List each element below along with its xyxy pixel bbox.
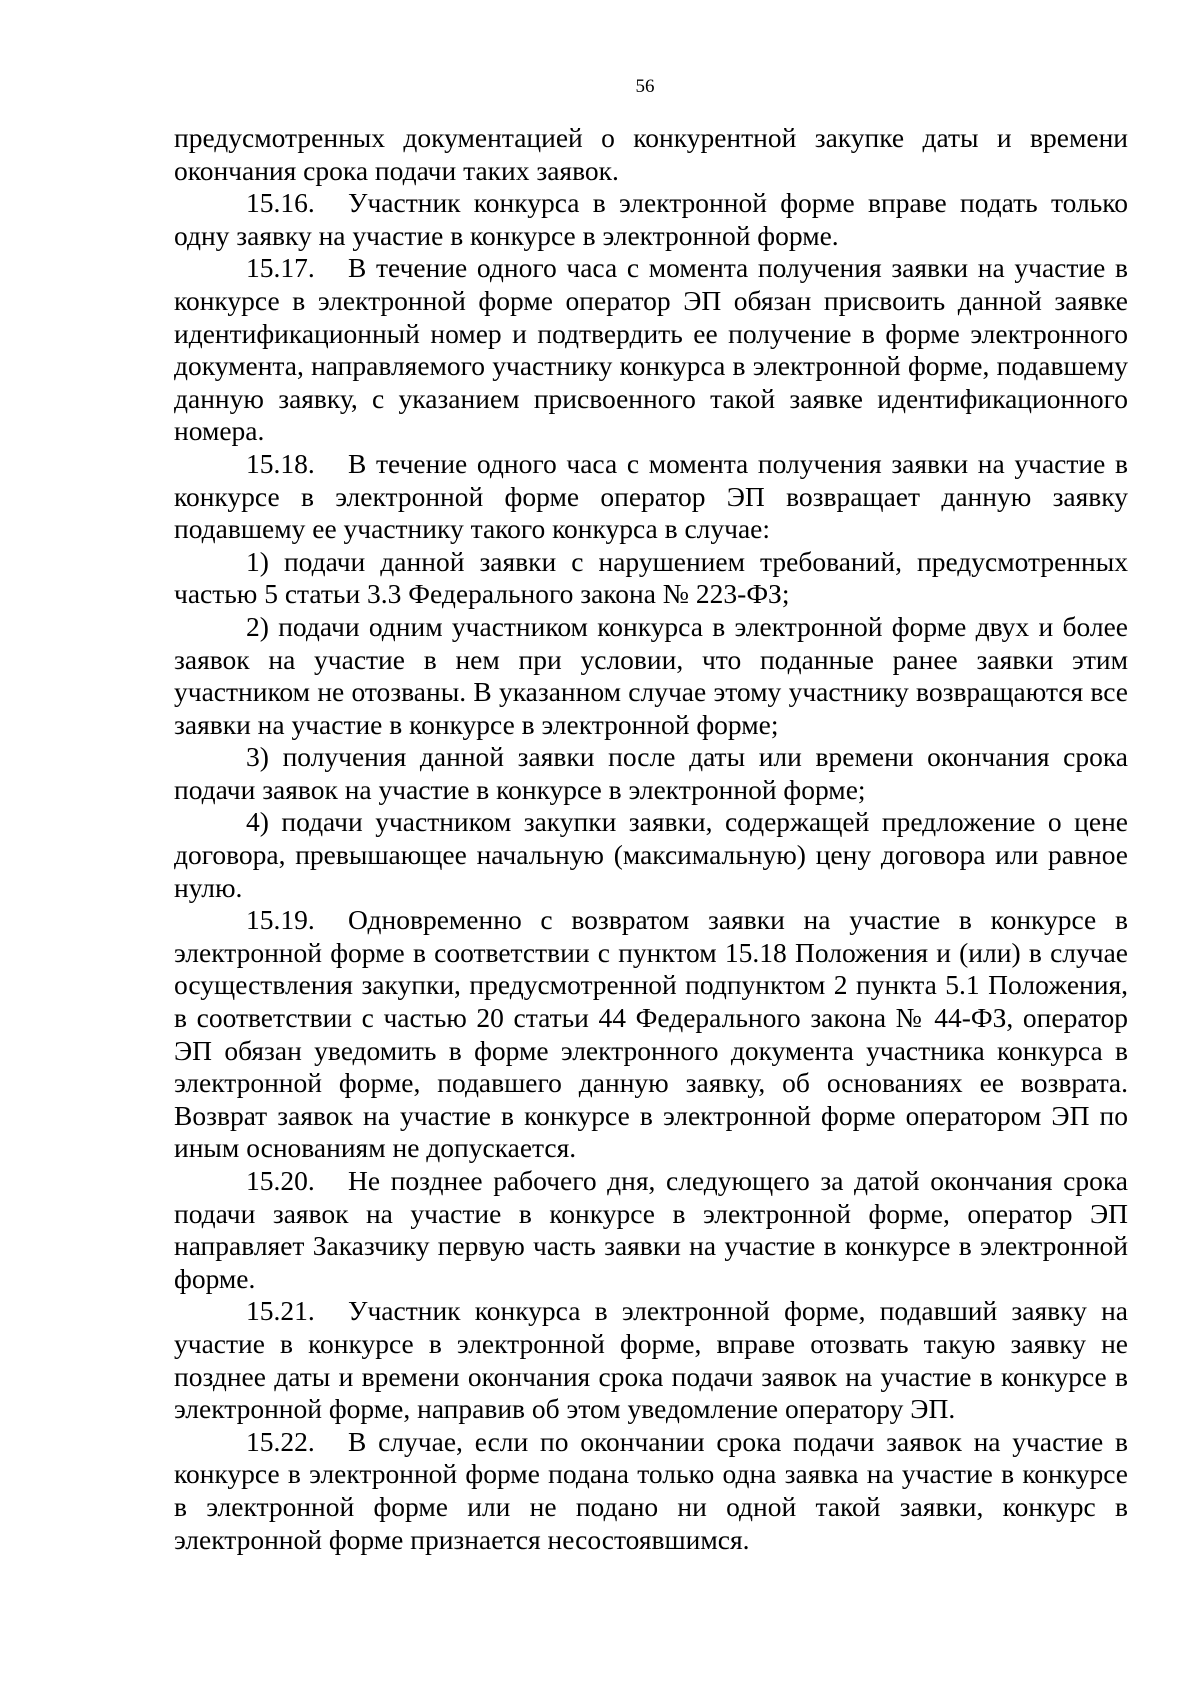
clause-text: Не позднее рабочего дня, следующего за датой окончания срока подачи заявок на участие в конкурсе в электронной форме, оператор ЭП направляет Заказчику первую часть заявки на участие в конкурсе в электронной форме. — [174, 1165, 1128, 1294]
clause-text: В течение одного часа с момента получения заявки на участие в конкурсе в электронной форме оператор ЭП возвращает данную заявку подавшему ее участнику такого конкурса в случае: — [174, 447, 1128, 545]
clause-number: 15.22. — [246, 1425, 315, 1457]
list-item-text: 1) подачи данной заявки с нарушением требований, предусмотренных частью 5 статьи 3.3 Федерального закона № 223-ФЗ; — [174, 545, 1128, 610]
list-item-3 — [174, 741, 1128, 806]
clause-text: Участник конкурса в электронной форме вправе подать только одну заявку на участие в конкурсе в электронной форме. — [174, 187, 1128, 251]
page-number: 56 — [635, 76, 655, 97]
list-item-4 — [174, 806, 1128, 904]
clause-15-21 — [174, 1295, 1128, 1425]
list-item-text: 3) получения данной заявки после даты или времени окончания срока подачи заявок на участие в конкурсе в электронной форме; — [174, 741, 1128, 805]
list-item-1 — [174, 546, 1128, 611]
clause-number: 15.19. — [246, 904, 315, 936]
clause-15-19 — [174, 904, 1128, 1165]
clause-text: Одновременно с возвратом заявки на участие в конкурсе в электронной форме в соответствии с пунктом 15.18 Положения и (или) в случае осуществления закупки, предусмотренной подпунктом 2 пункта 5.1 Положения, в соответствии с частью 20 статьи 44 Федерального закона № 44-ФЗ, оператор ЭП обязан уведомить в форме электронного документа участника конкурса в электронной форме, подавшего данную заявку, об основаниях ее возврата. Возврат заявок на участие в конкурсе в электронной форме оператором ЭП по иным основаниям не допускается. — [174, 904, 1128, 1164]
list-item-2 — [174, 611, 1128, 741]
clause-text: В случае, если по окончании срока подачи заявок на участие в конкурсе в электронной форме подана только одна заявка на участие в конкурсе в электронной форме или не подано ни одной такой заявки, конкурс в электронной форме признается несостоявшимся. — [174, 1425, 1128, 1555]
clause-15-18 — [174, 448, 1128, 546]
clause-15-20 — [174, 1165, 1128, 1295]
clause-15-16 — [174, 187, 1128, 252]
paragraph-text: предусмотренных документацией о конкурентной закупке даты и времени окончания срока подачи таких заявок. — [174, 122, 1128, 186]
clause-number: 15.17. — [246, 252, 315, 284]
clause-text: Участник конкурса в электронной форме, подавший заявку на участие в конкурсе в электронной форме, вправе отозвать такую заявку не позднее даты и времени окончания срока подачи заявок на участие в конкурсе в электронной форме, направив об этом уведомление оператору ЭП. — [174, 1295, 1128, 1425]
clause-number: 15.20. — [246, 1165, 315, 1196]
clause-number: 15.16. — [246, 187, 315, 219]
clause-15-17 — [174, 252, 1128, 448]
clause-15-22 — [174, 1426, 1128, 1556]
clause-number: 15.21. — [246, 1295, 315, 1327]
clause-number: 15.18. — [246, 447, 315, 479]
list-item-text: 4) подачи участником закупки заявки, содержащей предложение о цене договора, превышающее начальную (максимальную) цену договора или равное нулю. — [174, 806, 1128, 903]
clause-text: В течение одного часа с момента получения заявки на участие в конкурсе в электронной форме оператор ЭП обязан присвоить данной заявке идентификационный номер и подтвердить ее получение в форме электронного документа, направляемого участнику конкурса в электронной форме, подавшему данную заявку, с указанием присвоенного такой заявке идентификационного номера. — [174, 252, 1128, 447]
paragraph-continuation — [174, 122, 1128, 187]
list-item-text: 2) подачи одним участником конкурса в электронной форме двух и более заявок на участие в нем при условии, что поданные ранее заявки этим участником не отозваны. В указанном случае этому участнику возвращаются все заявки на участие в конкурсе в электронной форме; — [174, 610, 1128, 740]
document-body — [174, 122, 1128, 1556]
